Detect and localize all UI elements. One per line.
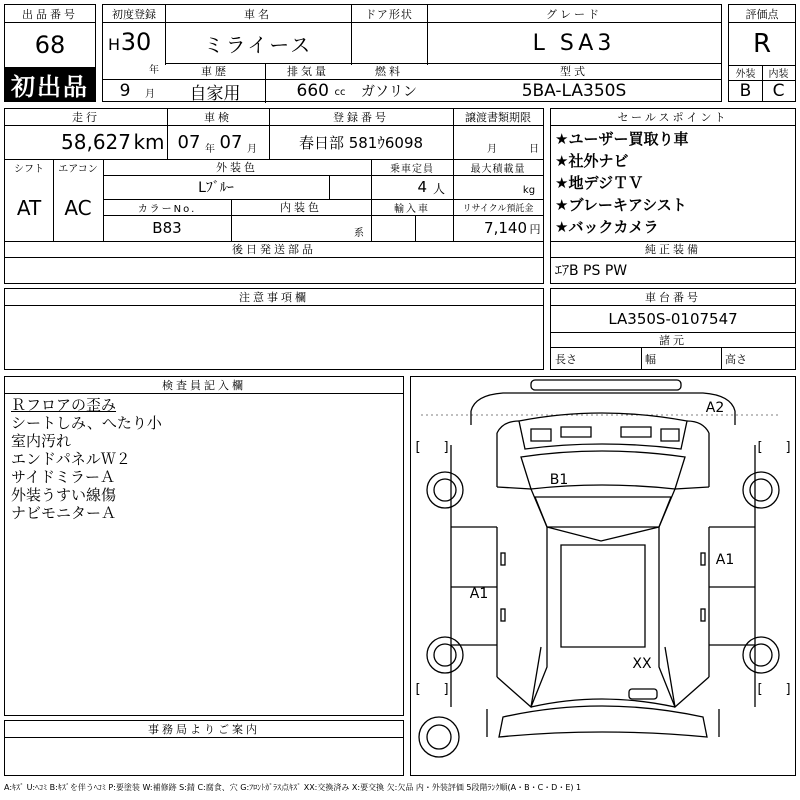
displacement-label: 排気量 [287,65,329,78]
width-label: 幅 [645,352,656,366]
model-label: 型式 [560,65,588,78]
bracket: [ [415,681,421,697]
header-table [102,4,722,102]
inspector-line: Ｒフロアの歪み [11,395,117,413]
inspector-line: シートしみ、へたり小 [11,413,162,431]
grade-value: L SA3 [532,30,616,56]
shift-label: シフト [14,163,44,175]
transfer-label: 譲渡書類期限 [465,111,531,124]
bracket: [ [757,439,763,455]
ac-label: エアコン [58,163,98,175]
sales-point-item: ★バックカメラ [555,217,659,236]
insp-month-unit: 月 [247,143,257,155]
score-value: R [752,29,772,59]
history-label: 車歴 [201,65,229,78]
transfer-month: 月 [487,143,497,155]
insp-month: 07 [219,131,243,153]
mileage-unit: km [133,130,165,154]
year: 30 [120,28,152,56]
recycle-value: 7,140 [484,219,527,237]
standard-equipment-value: ｴｱB PS PW [555,263,628,279]
capacity-value: 4 [417,178,427,196]
damage-mark-a2: A2 [705,400,725,416]
inspector-line: ナビモニターＡ [11,503,117,521]
insp-year-unit: 年 [205,143,215,155]
later-parts-label: 後日発送部品 [232,243,316,256]
grade-label: グレード [546,7,602,21]
length-label: 長さ [555,352,577,366]
plate-label: 登録番号 [333,111,389,124]
office-label: 事務局よりご案内 [148,723,260,736]
first-time-badge: 初出品 [5,67,95,101]
era: H [107,34,121,54]
lot-number: 68 [34,31,66,59]
chassis-label: 車台番号 [645,291,701,304]
door-value [351,23,427,63]
mileage-value: 58,627 [61,130,131,154]
model-value: 5BA-LA350S [521,81,627,101]
legend-text: A:ｷｽﾞ U:ﾍｺﾐ B:ｷｽﾞを伴うﾍｺﾐ P:要塗装 W:補修跡 S:錆 C:腐食、穴 G:ﾌﾛﾝﾄｶﾞﾗｽ点ｷｽﾞ XX:交換済み X:要交換 欠:欠品 内・外装評価 5段階ﾗﾝｸ順(A・B・C・D・E) 1 [4,782,582,792]
exterior-color-value: Lﾌﾞﾙｰ [198,180,234,196]
int-value: C [772,80,785,101]
displacement-unit: cc [334,86,346,98]
sales-point-item: ★地デジＴＶ [555,173,644,192]
capacity-label: 乗車定員 [390,163,434,175]
shift-value: AT [16,196,42,220]
exterior-color-label: 外装色 [216,161,258,174]
bracket: ] [443,681,449,697]
score-block [728,4,796,102]
history-value: 自家用 [189,83,241,102]
damage-mark-a1-right: A1 [715,552,735,568]
import-label: 輸入車 [394,203,430,215]
sales-point-item: ★社外ナビ [555,151,629,170]
fuel-value: ガソリン [361,84,417,100]
inspector-line: 外装うすい線傷 [11,485,117,503]
month: 9 [119,81,131,101]
transfer-day: 日 [529,143,539,155]
interior-color-label: 内装色 [280,201,322,214]
bracket: [ [415,439,421,455]
bracket: ] [443,439,449,455]
score-label: 評価点 [745,7,779,21]
standard-equipment-label: 純正装備 [645,243,701,256]
door-label: ドア形状 [365,7,413,21]
max-load-unit: kg [522,184,536,196]
inspector-line: サイドミラーＡ [11,467,115,485]
dims-label: 諸元 [659,333,687,347]
displacement-value: 660 [296,81,329,101]
ext-label: 外装 [735,69,756,80]
notes-label: 注意事項欄 [239,291,309,304]
car-outline-diagram [411,377,795,775]
later-parts-value [5,257,543,283]
plate-value: 春日部 581ｳ6098 [298,133,424,152]
sales-points [550,108,796,284]
month-unit: 月 [145,88,155,99]
max-load-label: 最大積載量 [470,163,526,175]
inspector-line: 室内汚れ [11,431,72,449]
color-no-label: カラーNo. [137,203,197,215]
damage-mark-b1: B1 [549,472,569,488]
office-value [5,738,403,775]
car-diagram [410,376,796,776]
inspector-label: 検査員記入欄 [162,379,246,392]
chassis-box [550,288,796,370]
car-name-label: 車名 [244,7,272,21]
notes-box [4,288,544,370]
ext-value: B [739,80,752,101]
bracket: ] [785,681,791,697]
recycle-unit: 円 [529,223,541,236]
first-reg-label: 初度登録 [112,7,156,21]
sales-point-item: ★ユーザー買取り車 [555,129,689,148]
details-table [4,108,544,284]
sales-points-label: セールスポイント [617,111,729,124]
lot-label: 出品番号 [22,7,78,21]
chassis-value: LA350S-0107547 [608,310,738,328]
sales-point-item: ★ブレーキアシスト [555,195,687,214]
damage-mark-a1-left: A1 [469,586,489,602]
mileage-label: 走行 [72,111,100,124]
notes-value [5,307,543,367]
office-box [4,720,404,776]
fuel-label: 燃料 [375,65,403,78]
inspector-line: エンドパネルＷ２ [11,449,131,467]
year-unit: 年 [149,64,159,75]
interior-color-unit: 系 [354,227,364,239]
ac-value: AC [64,196,92,220]
capacity-unit: 人 [432,181,445,196]
height-label: 高さ [725,352,747,366]
color-no-value: B83 [152,219,182,237]
bracket: [ [757,681,763,697]
lot-block [4,4,96,102]
int-label: 内装 [768,69,789,80]
damage-mark-xx: XX [632,656,652,672]
bracket: ] [785,439,791,455]
inspection-label: 車検 [204,111,232,124]
inspector-box [4,376,404,716]
car-name: ミライース [203,32,313,57]
recycle-label: リサイクル預託金 [462,203,534,214]
insp-year: 07 [177,131,201,153]
